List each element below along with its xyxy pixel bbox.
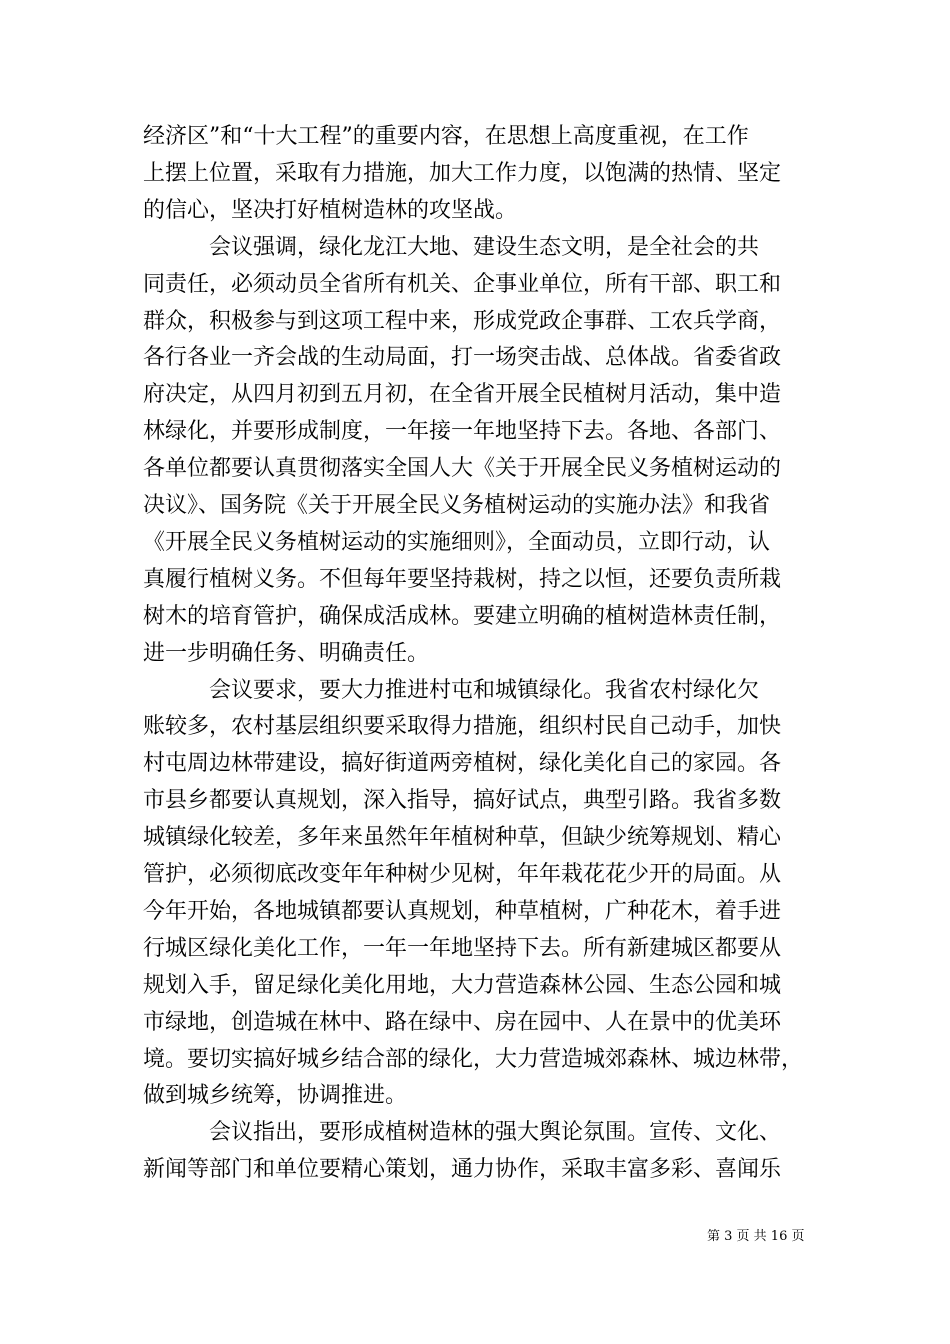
text-line: 进一步明确任务、明确责任。	[143, 640, 430, 666]
text-line: 市绿地，创造城在林中、路在绿中、房在园中、人在景中的优美环	[143, 1009, 782, 1035]
text-line: 市县乡都要认真规划，深入指导，搞好试点，典型引路。我省多数	[143, 788, 782, 814]
text-line: 今年开始，各地城镇都要认真规划，种草植树，广种花木，着手进	[143, 898, 782, 924]
text-line: 群众，积极参与到这项工程中来，形成党政企事群、工农兵学商，	[143, 308, 782, 334]
text-line: 同责任，必须动员全省所有机关、企事业单位，所有干部、职工和	[143, 271, 782, 297]
text-line: 林绿化，并要形成制度，一年接一年地坚持下去。各地、各部门、	[143, 419, 782, 445]
text-line: 会议强调，绿化龙江大地、建设生态文明，是全社会的共	[143, 234, 760, 260]
text-line: 府决定，从四月初到五月初，在全省开展全民植树月活动，集中造	[143, 382, 782, 408]
text-line: 上摆上位置，采取有力措施，加大工作力度，以饱满的热情、坚定	[143, 160, 782, 186]
page-number-footer: 第 3 页 共 16 页	[707, 1229, 805, 1244]
text-line: 《开展全民义务植树运动的实施细则》，全面动员，立即行动，认	[143, 529, 771, 555]
text-line: 经济区”和“十大工程”的重要内容，在思想上高度重视，在工作	[143, 124, 749, 149]
text-line: 的信心，坚决打好植树造林的攻坚战。	[143, 197, 518, 223]
text-line: 会议指出，要形成植树造林的强大舆论氛围。宣传、文化、	[143, 1120, 782, 1146]
text-line: 决议》、国务院《关于开展全民义务植树运动的实施办法》和我省	[143, 493, 771, 518]
text-line: 账较多，农村基层组织要采取得力措施，组织村民自己动手，加快	[143, 714, 782, 740]
text-line: 村屯周边林带建设，搞好街道两旁植树，绿化美化自己的家园。各	[143, 751, 782, 777]
text-line: 境。要切实搞好城乡结合部的绿化，大力营造城郊森林、城边林带，	[143, 1046, 804, 1072]
text-line: 新闻等部门和单位要精心策划，通力协作，采取丰富多彩、喜闻乐	[143, 1157, 782, 1183]
text-line: 会议要求，要大力推进村屯和城镇绿化。我省农村绿化欠	[143, 677, 760, 703]
text-line: 城镇绿化较差，多年来虽然年年植树种草，但缺少统筹规划、精心	[143, 825, 782, 851]
text-line: 各单位都要认真贯彻落实全国人大《关于开展全民义务植树运动的	[143, 456, 782, 482]
text-line: 行城区绿化美化工作，一年一年地坚持下去。所有新建城区都要从	[143, 935, 782, 961]
text-line: 各行各业一齐会战的生动局面，打一场突击战、总体战。省委省政	[143, 345, 782, 371]
text-line: 真履行植树义务。不但每年要坚持栽树，持之以恒，还要负责所栽	[143, 566, 782, 592]
text-line: 树木的培育管护，确保成活成林。要建立明确的植树造林责任制，	[143, 603, 782, 629]
text-line: 管护，必须彻底改变年年种树少见树，年年栽花花少开的局面。从	[143, 862, 782, 887]
text-line: 做到城乡统筹，协调推进。	[143, 1083, 408, 1109]
text-line: 规划入手，留足绿化美化用地，大力营造森林公园、生态公园和城	[143, 972, 782, 998]
